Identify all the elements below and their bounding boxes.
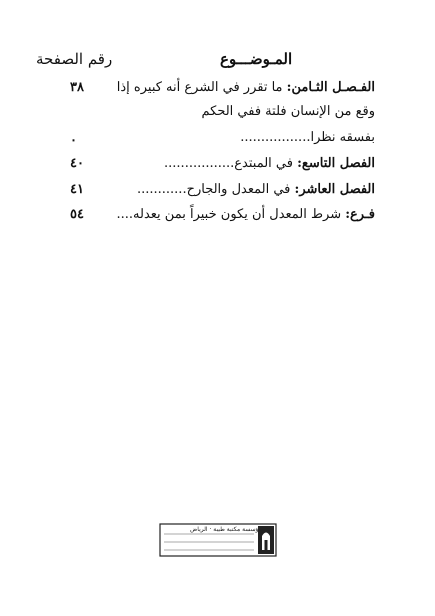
entry-text: في المبتدع................. [164,156,298,171]
publisher-name: مؤسسة مكتبة طيبة · الرياض [190,526,262,533]
toc-entry-branch [75,207,375,223]
toc-entry-chapter-8 [75,80,375,96]
toc-entry-chapter-9 [75,156,375,172]
entry-text: وقع من الإنسان فلتة ففي الحكم [201,104,375,119]
entry-text: بفسقه نظرا................. [240,130,375,145]
entry-heading: الفصل العاشر: [294,182,375,197]
toc-entry-continuation [75,130,375,146]
toc-entry-continuation [75,104,375,120]
page-number: ٥٤ [70,207,84,222]
entry-text: ما تقرر في الشرع أنه كبيره إذا [116,80,287,95]
entry-text: شرط المعدل أن يكون خبيراً بمن يعدله.... [116,207,346,222]
entry-heading: الفصل التاسع: [297,156,375,171]
entry-heading: الفـصـل الثـامن: [286,80,375,95]
entry-heading: فـرع: [345,207,375,222]
subject-column-header: المـوضـــوع [220,50,293,68]
entry-text: في المعدل والجارح............ [136,182,295,197]
page-number: ٠ [70,133,77,148]
toc-entry-chapter-10 [75,182,375,198]
page-number: ٣٨ [70,80,84,95]
page-number: ٤١ [70,182,84,197]
page-number: ٤٠ [70,156,84,171]
page-column-header: رقم الصفحة [36,50,113,68]
